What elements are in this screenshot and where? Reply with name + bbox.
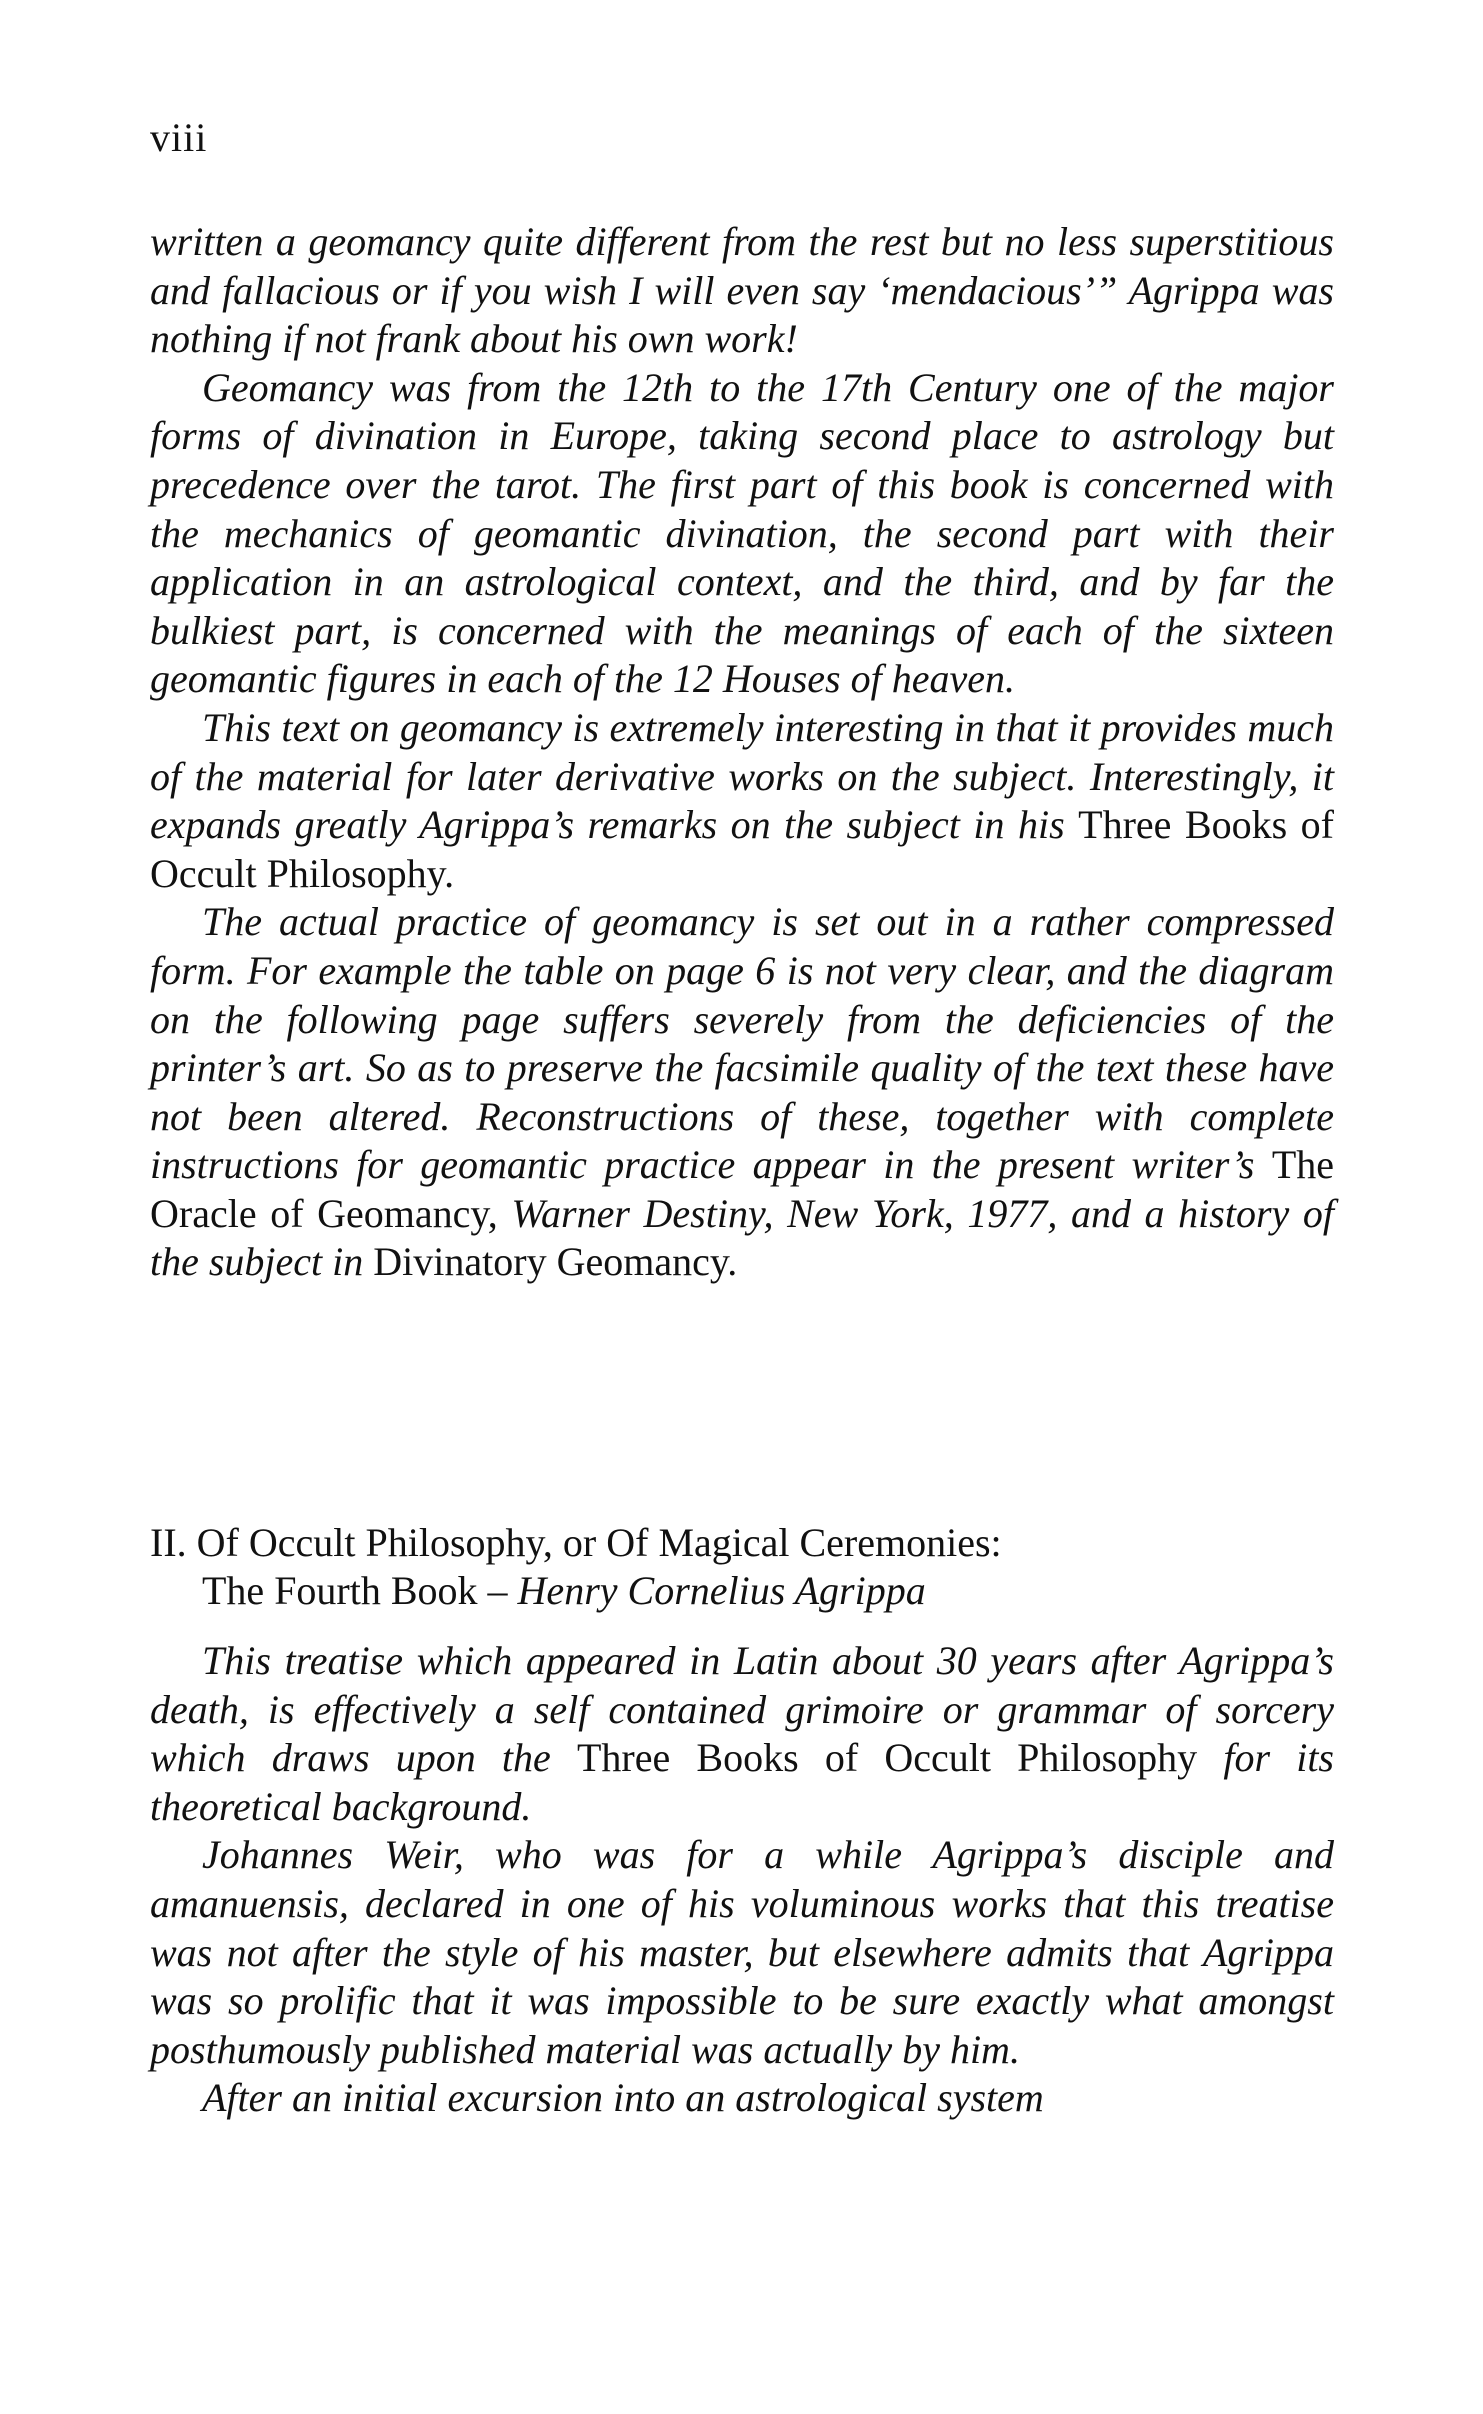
- paragraph-text: After an initial excursion into an astrological system: [202, 2075, 1044, 2121]
- paragraph-geomancy-history: [150, 364, 1334, 704]
- paragraph-practice: [150, 898, 1334, 1287]
- paragraph-treatise: [150, 1637, 1334, 1831]
- book-title-reference: The Oracle of Geomancy,: [150, 1142, 1335, 1236]
- page-number: viii: [150, 115, 208, 160]
- fourth-book-discussion: [150, 1637, 1334, 2123]
- book-title-reference: Divinatory Geomancy.: [373, 1239, 738, 1285]
- paragraph-text: Johannes Weir, who was for a while Agrippa’s disciple and amanuensis, declared in one of his voluminous works that this treatise was not after the style of his master, but elsewhere admits that Agrippa was so prolific that it was impossible to be sure exactly what amongst posthumously published material was actually by him.: [150, 1832, 1334, 2072]
- continued-paragraph: [150, 218, 1334, 364]
- section-heading-subtitle: [150, 1567, 1334, 1615]
- paragraph-text: Warner Destiny, New York, 1977, and a history of the subject in: [150, 1190, 1334, 1285]
- paragraph-text: written a geomancy quite different from the rest but no less superstitious and fallacious or if you wish I will even say ‘mendacious’” Agrippa was nothing if not frank about his own work!: [150, 219, 1334, 362]
- subtitle-book: The Fourth Book –: [202, 1568, 508, 1613]
- paragraph-text: Geomancy was from the 12th to the 17th Century one of the major forms of divination in Europe, taking second place to astrology but precedence over the tarot. The first part of this book is concerned with the mechanics of geomantic divination, the second part with their application in an astrological context, and the third, and by far the bulkiest part, is concerned with the meanings of each of the sixteen geomantic figures in each of the 12 Houses of heaven.: [150, 364, 1334, 702]
- subtitle-author: Henry Cornelius Agrippa: [517, 1568, 926, 1613]
- geomancy-discussion: [150, 218, 1334, 1287]
- book-title-reference: Three Books of Occult Philosophy: [576, 1735, 1198, 1781]
- section-heading-title: II. Of Occult Philosophy, or Of Magical Ceremonies:: [150, 1520, 1002, 1565]
- paragraph-text: for its theoretical background.: [150, 1735, 1334, 1829]
- paragraph-text: The actual practice of geomancy is set out in a rather compressed form. For example the table on page 6 is not very clear, and the diagram on the following page suffers severely from the deficiencies of the printer’s art. So as to preserve the facsimile quality of the text these have not been altered. Reconstructions of these, together with complete instructions for geomantic practice appear in the present writer’s: [150, 899, 1334, 1188]
- book-title-reference: Three Books of Occult Philosophy.: [150, 802, 1334, 896]
- paragraph-text-interest: [150, 704, 1334, 898]
- section-heading: [150, 1519, 1334, 1615]
- paragraph-astrological: [150, 2074, 1334, 2123]
- paragraph-text: This treatise which appeared in Latin about 30 years after Agrippa’s death, is effectively a self contained grimoire or grammar of sorcery which draws upon the: [150, 1638, 1334, 1781]
- paragraph-text: This text on geomancy is extremely interesting in that it provides much of the material for later derivative works on the subject. Interestingly, it expands greatly Agrippa’s remarks on the subject in his: [150, 704, 1334, 848]
- paragraph-weir: [150, 1831, 1334, 2074]
